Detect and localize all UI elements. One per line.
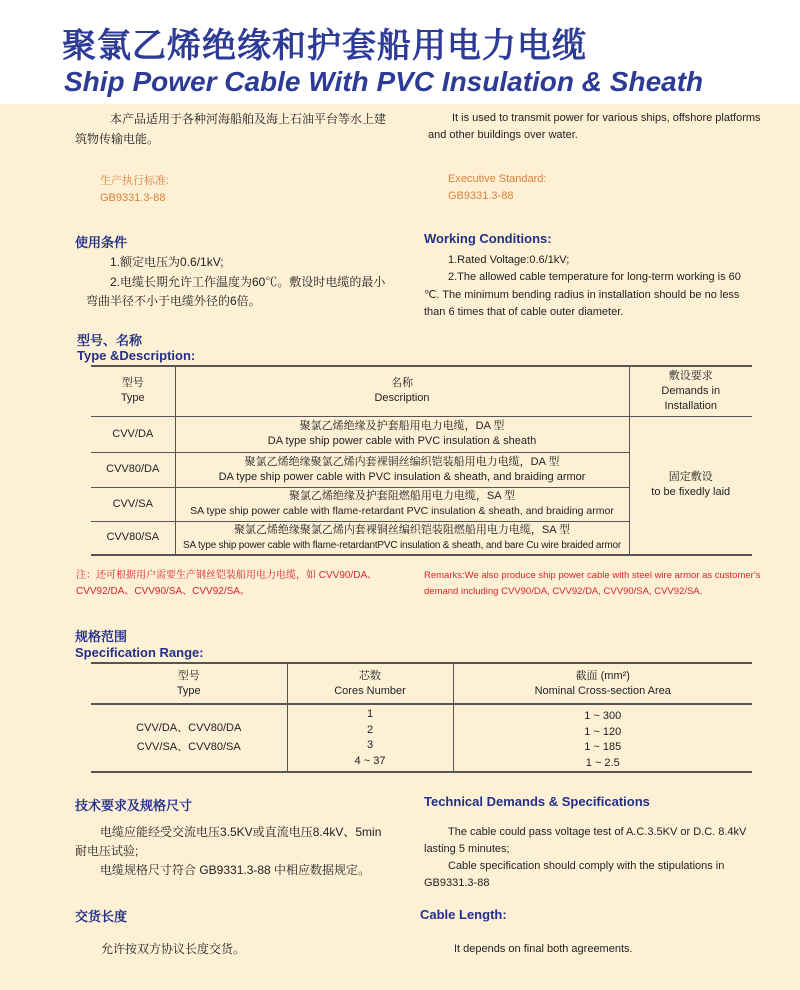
tech-cn-title: 技术要求及规格尺寸	[75, 798, 193, 813]
note-cn-2: CVV92/DA、CVV90/SA、CVV92/SA。	[76, 586, 250, 597]
sth-cores-en: Cores Number	[334, 684, 406, 697]
spec-table-header	[91, 663, 752, 704]
tech-en-1a: The cable could pass voltage test of A.C.3.5KV or D.C. 8.4kV	[448, 826, 747, 838]
length-cn-text: 允许按双方协议长度交货。	[101, 942, 246, 956]
standard-cn-value: GB9331.3-88	[100, 192, 166, 204]
spec-area: 1 ~ 120	[584, 725, 622, 738]
th-dem-en1: Demands in	[661, 384, 721, 397]
table-row	[91, 704, 752, 772]
standard-cn-label: 生产执行标准:	[100, 175, 170, 187]
sth-area-cn: 截面 (mm²)	[575, 669, 630, 682]
spec-area: 1 ~ 2.5	[585, 756, 620, 769]
demand-cn: 固定敷设	[668, 471, 713, 484]
table-row	[91, 416, 752, 452]
type-en-title: Type &Description:	[77, 348, 196, 363]
row-type: CVV/SA	[91, 487, 175, 521]
th-desc-cn: 名称	[391, 377, 413, 390]
row-desc-cn: 聚氯乙烯绝缘聚氯乙烯内套裸铜丝编织铠装阻燃船用电力电缆，SA 型	[233, 523, 571, 536]
row-desc-cn: 聚氯乙烯绝缘及护套阻燃船用电力电缆，SA 型	[288, 490, 516, 502]
spec-type: CVV/DA、CVV80/DA	[136, 722, 242, 734]
type-cn-title: 型号、名称	[77, 333, 143, 348]
th-dem-cn: 敷设要求	[668, 369, 713, 382]
type-table	[91, 365, 752, 556]
row-type: CVV80/SA	[91, 521, 175, 555]
row-desc-cn: 聚氯乙烯绝缘及护套船用电力电缆，DA 型	[299, 420, 505, 432]
standard-en-value: GB9331.3-88	[448, 190, 514, 202]
intro-en-2: and other buildings over water.	[428, 129, 578, 141]
th-type-cn: 型号	[121, 377, 144, 390]
tech-en-2a: Cable specification should comply with the stipulations in	[448, 860, 725, 872]
working-cn-2b: 弯曲半径不小于电缆外径的6倍。	[86, 294, 261, 308]
tech-cn-1a: 电缆应能经受交流电压3.5KV或直流电压8.4kV、5min	[100, 825, 382, 839]
spec-area: 1 ~ 185	[584, 741, 622, 753]
spec-cn-title: 规格范围	[75, 629, 128, 644]
working-cn-2a: 2.电缆长期允许工作温度为60℃。敷设时电缆的最小	[110, 275, 386, 289]
th-dem-en2: Installation	[664, 399, 718, 412]
working-en-2b: ℃. The minimum bending radius in installation should be no less	[424, 289, 740, 301]
note-en-2: demand including CVV90/DA, CVV92/DA, CVV90/SA, CVV92/SA.	[424, 586, 703, 597]
row-type: CVV/DA	[91, 416, 175, 452]
row-type: CVV80/DA	[91, 452, 175, 487]
working-en-1: 1.Rated Voltage:0.6/1kV;	[448, 254, 570, 266]
working-en-2c: than 6 times that of cable outer diameter.	[424, 306, 624, 318]
spec-cores: 2	[366, 723, 374, 736]
working-en-2a: 2.The allowed cable temperature for long-term working is 60	[448, 271, 741, 283]
note-cn-1: 注：还可根据用户需要生产钢丝铠装船用电力电缆，如 CVV90/DA、	[76, 570, 378, 581]
working-cn-title: 使用条件	[75, 235, 128, 250]
sth-type-cn: 型号	[177, 669, 200, 682]
tech-en-1b: lasting 5 minutes;	[424, 843, 510, 855]
title-en: Ship Power Cable With PVC Insulation & Sheath	[64, 66, 704, 97]
th-type-en: Type	[120, 392, 145, 405]
tech-en-title: Technical Demands & Specifications	[424, 794, 650, 809]
intro-cn-2: 筑物传输电能。	[75, 132, 160, 146]
spec-en-title: Specification Range:	[75, 645, 204, 660]
sth-cores-cn: 芯数	[359, 669, 381, 682]
spec-area: 1 ~ 300	[584, 710, 622, 722]
sth-area-en: Nominal Cross-section Area	[534, 684, 671, 697]
spec-cores: 3	[366, 739, 374, 751]
row-desc-cn: 聚氯乙烯绝缘聚氯乙烯内套裸铜丝编织铠装船用电力电缆，DA 型	[244, 455, 560, 468]
intro-cn-1: 本产品适用于各种河海船舶及海上石油平台等水上建	[110, 112, 387, 126]
spec-type: CVV/SA、CVV80/SA	[136, 741, 241, 753]
row-desc-en: DA type ship power cable with PVC insulation & sheath, and braiding armor	[218, 470, 586, 483]
row-desc-en: SA type ship power cable with flame-retardantPVC insulation & sheath, and bare Cu wire braided armor	[182, 539, 622, 551]
working-en-title: Working Conditions:	[424, 231, 552, 246]
type-table-header	[91, 366, 752, 416]
tech-cn-1b: 耐电压试验;	[75, 844, 139, 858]
length-cn-title: 交货长度	[75, 909, 128, 924]
title-cn: 聚氯乙烯绝缘和护套船用电力电缆	[62, 27, 587, 65]
tech-en-2b: GB9331.3-88	[424, 877, 490, 889]
demand-en: to be fixedly laid	[651, 486, 731, 499]
length-en-title: Cable Length:	[420, 907, 507, 922]
row-desc-en: SA type ship power cable with flame-retardant PVC insulation & sheath, and braiding armor	[190, 505, 614, 517]
working-cn-1: 1.额定电压为0.6/1kV;	[110, 255, 224, 269]
standard-en-label: Executive Standard:	[448, 173, 547, 185]
row-desc-en: DA type ship power cable with PVC insulation & sheath	[267, 435, 537, 447]
sth-type-en: Type	[176, 684, 201, 697]
intro-en-1: It is used to transmit power for various ships, offshore platforms	[452, 112, 761, 124]
tech-cn-2: 电缆规格尺寸符合 GB9331.3-88 中相应数据规定。	[100, 863, 371, 877]
note-en-1: Remarks:We also produce ship power cable with steel wire armor as customer's	[424, 570, 761, 581]
th-desc-en: Description	[374, 392, 430, 405]
spec-cores: 1	[366, 708, 374, 720]
spec-table	[91, 662, 752, 773]
length-en-text: It depends on final both agreements.	[454, 943, 633, 955]
spec-cores: 4 ~ 37	[354, 754, 386, 767]
